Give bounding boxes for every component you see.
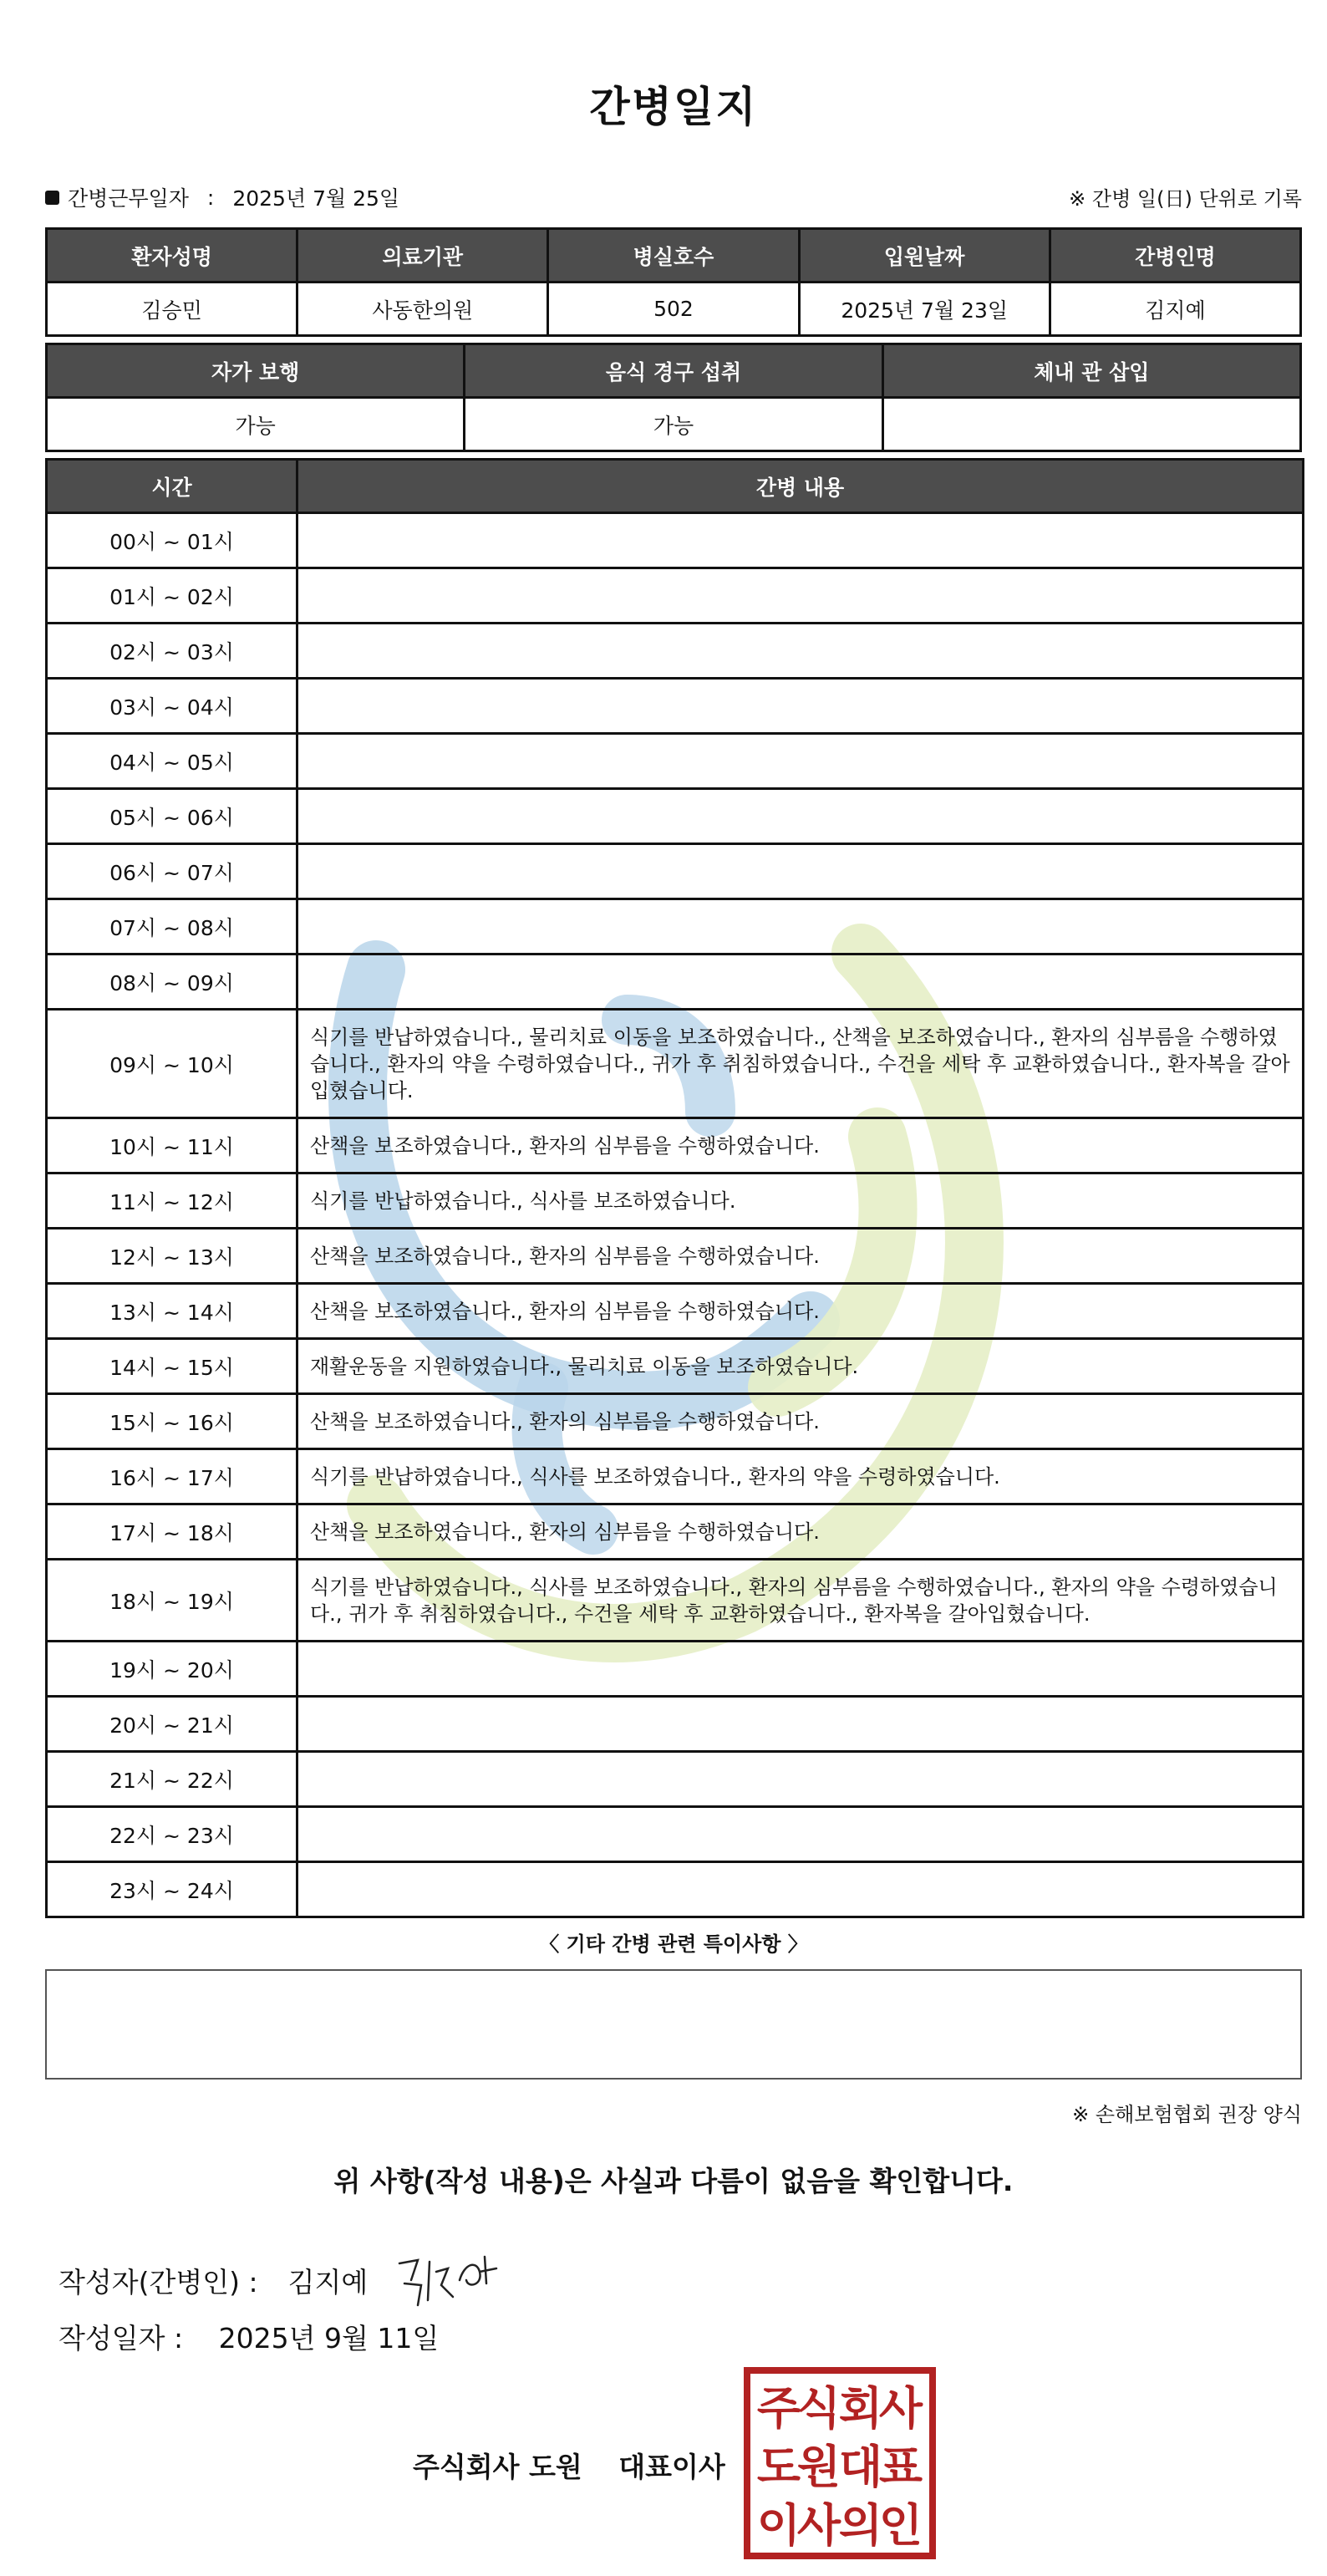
log-notes: 산책을 보조하였습니다., 환자의 심부름을 수행하였습니다. <box>297 1229 1304 1284</box>
log-time: 08시 ~ 09시 <box>47 955 297 1010</box>
header-room: 병실호수 <box>548 229 799 283</box>
log-notes <box>297 1807 1304 1862</box>
log-time: 09시 ~ 10시 <box>47 1010 297 1118</box>
log-time: 15시 ~ 16시 <box>47 1394 297 1449</box>
log-time: 02시 ~ 03시 <box>47 624 297 679</box>
header-patient-name: 환자성명 <box>47 229 297 283</box>
log-row <box>47 679 1304 734</box>
self-walking: 가능 <box>47 398 465 451</box>
caregiver-name: 김지예 <box>1050 283 1300 336</box>
square-bullet-icon <box>45 191 59 205</box>
work-date-value: 2025년 7월 25일 <box>232 186 400 211</box>
svg-text:주: 주 <box>756 2382 801 2435</box>
svg-text:이: 이 <box>756 2499 801 2552</box>
log-row <box>47 1229 1304 1284</box>
log-time: 10시 ~ 11시 <box>47 1118 297 1173</box>
record-unit-note: ※ 간병 일(日) 단위로 기록 <box>1069 187 1302 211</box>
svg-text:원: 원 <box>796 2441 841 2493</box>
svg-text:의: 의 <box>838 2499 883 2552</box>
log-notes <box>297 1642 1304 1697</box>
signature-image <box>393 2247 501 2314</box>
header-caregiver: 간병인명 <box>1050 229 1300 283</box>
log-notes <box>297 568 1304 624</box>
log-notes <box>297 844 1304 899</box>
log-row <box>47 734 1304 789</box>
patient-name: 김승민 <box>47 283 297 336</box>
log-row <box>47 513 1304 568</box>
confirmation-statement: 위 사항(작성 내용)은 사실과 다름이 없음을 확인합니다. <box>333 2165 1014 2197</box>
log-notes <box>297 789 1304 844</box>
header-hospital: 의료기관 <box>297 229 548 283</box>
log-time: 18시 ~ 19시 <box>47 1560 297 1642</box>
log-notes <box>297 955 1304 1010</box>
patient-info-table <box>45 227 1302 337</box>
log-row <box>47 1862 1304 1917</box>
header-oral-intake: 음식 경구 섭취 <box>465 344 882 398</box>
care-log-table <box>45 458 1304 1918</box>
log-time: 00시 ~ 01시 <box>47 513 297 568</box>
log-time: 11시 ~ 12시 <box>47 1173 297 1229</box>
log-row <box>47 1173 1304 1229</box>
svg-text:대: 대 <box>838 2441 883 2493</box>
svg-text:인: 인 <box>878 2499 923 2552</box>
log-row <box>47 1339 1304 1394</box>
log-notes <box>297 899 1304 955</box>
log-row <box>47 1752 1304 1807</box>
log-row <box>47 1560 1304 1642</box>
writer-line <box>58 2247 501 2314</box>
log-notes: 식기를 반납하였습니다., 식사를 보조하였습니다. <box>297 1173 1304 1229</box>
header-self-walking: 자가 보행 <box>47 344 465 398</box>
patient-status-table <box>45 343 1302 452</box>
oral-intake: 가능 <box>465 398 882 451</box>
log-time: 19시 ~ 20시 <box>47 1642 297 1697</box>
work-date-colon: : <box>206 185 215 210</box>
company-title: 대표이사 <box>618 2451 725 2483</box>
log-row <box>47 1504 1304 1560</box>
work-date-label: 간병근무일자 <box>68 186 189 211</box>
log-row <box>47 1697 1304 1752</box>
log-row <box>47 1284 1304 1339</box>
log-time: 04시 ~ 05시 <box>47 734 297 789</box>
form-source-note: ※ 손해보험협회 권장 양식 <box>1072 2103 1302 2126</box>
writer-name: 김지예 <box>287 2265 369 2299</box>
log-notes <box>297 1752 1304 1807</box>
log-row <box>47 568 1304 624</box>
log-time: 21시 ~ 22시 <box>47 1752 297 1807</box>
log-time: 03시 ~ 04시 <box>47 679 297 734</box>
hospital: 사동한의원 <box>297 283 548 336</box>
log-time: 16시 ~ 17시 <box>47 1449 297 1504</box>
special-notes-title: 〈 기타 간병 관련 특이사항 〉 <box>539 1932 808 1956</box>
write-date-label: 작성일자 : <box>58 2322 184 2355</box>
log-time: 20시 ~ 21시 <box>47 1697 297 1752</box>
log-time: 01시 ~ 02시 <box>47 568 297 624</box>
log-time: 23시 ~ 24시 <box>47 1862 297 1917</box>
log-notes: 산책을 보조하였습니다., 환자의 심부름을 수행하였습니다. <box>297 1284 1304 1339</box>
log-notes: 산책을 보조하였습니다., 환자의 심부름을 수행하였습니다. <box>297 1504 1304 1560</box>
log-time: 13시 ~ 14시 <box>47 1284 297 1339</box>
log-notes: 재활운동을 지원하였습니다., 물리치료 이동을 보조하였습니다. <box>297 1339 1304 1394</box>
log-notes <box>297 1697 1304 1752</box>
log-row <box>47 624 1304 679</box>
log-time: 22시 ~ 23시 <box>47 1807 297 1862</box>
tube-insertion <box>882 398 1300 451</box>
log-row <box>47 1642 1304 1697</box>
header-tube-insertion: 체내 관 삽입 <box>882 344 1300 398</box>
log-notes: 산책을 보조하였습니다., 환자의 심부름을 수행하였습니다. <box>297 1118 1304 1173</box>
log-notes <box>297 679 1304 734</box>
svg-text:표: 표 <box>878 2441 923 2493</box>
svg-text:사: 사 <box>796 2499 841 2552</box>
log-notes: 산책을 보조하였습니다., 환자의 심부름을 수행하였습니다. <box>297 1394 1304 1449</box>
header-care-content: 간병 내용 <box>297 460 1304 513</box>
header-admission-date: 입원날짜 <box>799 229 1050 283</box>
company-name: 주식회사 도원 <box>413 2451 582 2483</box>
write-date-line <box>58 2317 439 2356</box>
company-line <box>413 2446 752 2485</box>
header-time: 시간 <box>47 460 297 513</box>
log-row <box>47 789 1304 844</box>
log-time: 12시 ~ 13시 <box>47 1229 297 1284</box>
log-row <box>47 1807 1304 1862</box>
room-number: 502 <box>548 283 799 336</box>
log-time: 07시 ~ 08시 <box>47 899 297 955</box>
log-notes <box>297 1862 1304 1917</box>
log-row <box>47 955 1304 1010</box>
log-row <box>47 844 1304 899</box>
write-date-value: 2025년 9월 11일 <box>218 2322 440 2355</box>
page-title: 간병일지 <box>589 83 758 131</box>
svg-text:회: 회 <box>838 2382 883 2435</box>
writer-label: 작성자(간병인) : <box>58 2265 258 2299</box>
log-row <box>47 1010 1304 1118</box>
log-notes: 식기를 반납하였습니다., 물리치료 이동을 보조하였습니다., 산책을 보조하였습니다., 환자의 심부름을 수행하였습니다., 환자의 약을 수령하였습니다., 귀가 후 취침하였습니다., 수건을 세탁 후 교환하였습니다., 환자복을 갈아입혔습니다. <box>297 1010 1304 1118</box>
log-time: 06시 ~ 07시 <box>47 844 297 899</box>
work-date <box>45 182 399 212</box>
special-notes-box <box>45 1969 1302 2080</box>
log-row <box>47 1394 1304 1449</box>
meta-row <box>45 182 1302 216</box>
log-notes <box>297 734 1304 789</box>
log-row <box>47 1449 1304 1504</box>
log-notes <box>297 624 1304 679</box>
admission-date: 2025년 7월 23일 <box>799 283 1050 336</box>
company-seal-stamp <box>744 2367 936 2559</box>
log-notes: 식기를 반납하였습니다., 식사를 보조하였습니다., 환자의 심부름을 수행하였습니다., 환자의 약을 수령하였습니다., 귀가 후 취침하였습니다., 수건을 세탁 후 교환하였습니다., 환자복을 갈아입혔습니다. <box>297 1560 1304 1642</box>
log-time: 17시 ~ 18시 <box>47 1504 297 1560</box>
log-time: 14시 ~ 15시 <box>47 1339 297 1394</box>
log-notes: 식기를 반납하였습니다., 식사를 보조하였습니다., 환자의 약을 수령하였습니다. <box>297 1449 1304 1504</box>
svg-text:사: 사 <box>878 2382 923 2435</box>
log-row <box>47 1118 1304 1173</box>
svg-text:식: 식 <box>796 2382 841 2435</box>
log-time: 05시 ~ 06시 <box>47 789 297 844</box>
svg-text:도: 도 <box>756 2441 801 2493</box>
log-row <box>47 899 1304 955</box>
log-notes <box>297 513 1304 568</box>
